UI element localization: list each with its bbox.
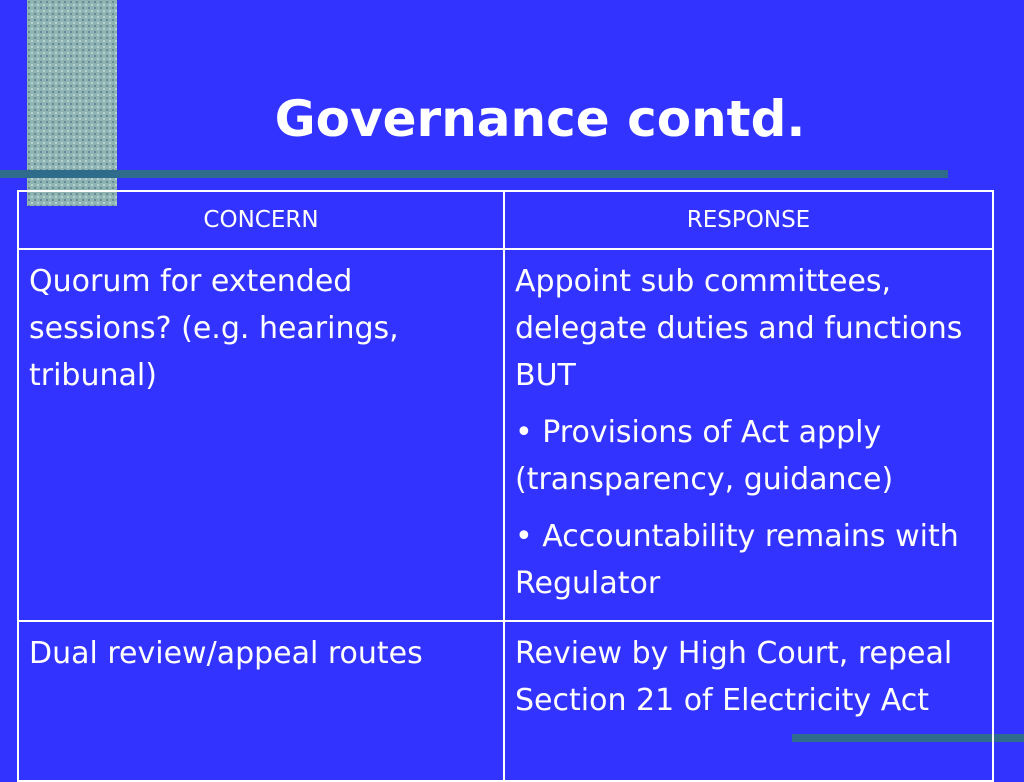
concern-cell [18, 249, 504, 621]
column-header-response: RESPONSE [504, 191, 993, 249]
slide-title: Governance contd. [274, 90, 806, 148]
response-bullet: • Provisions of Act apply (transparency, guidance) [515, 415, 894, 497]
column-header-concern: CONCERN [18, 191, 504, 249]
table-header-row [18, 191, 993, 249]
response-bullet: • Accountability remains with Regulator [515, 519, 959, 601]
response-text: Appoint sub committees, delegate duties and functions BUT [515, 264, 963, 393]
table-row [18, 249, 993, 621]
response-cell [504, 249, 993, 621]
concern-cell [18, 621, 504, 781]
concern-text: Dual review/appeal routes [29, 636, 423, 671]
response-cell [504, 621, 993, 781]
table-row [18, 621, 993, 781]
concern-text: Quorum for extended sessions? (e.g. hearings, tribunal) [29, 264, 399, 393]
response-text: Review by High Court, repeal Section 21 of Electricity Act [515, 636, 953, 718]
decorative-top-rule [0, 170, 948, 178]
concern-response-table [17, 190, 994, 782]
